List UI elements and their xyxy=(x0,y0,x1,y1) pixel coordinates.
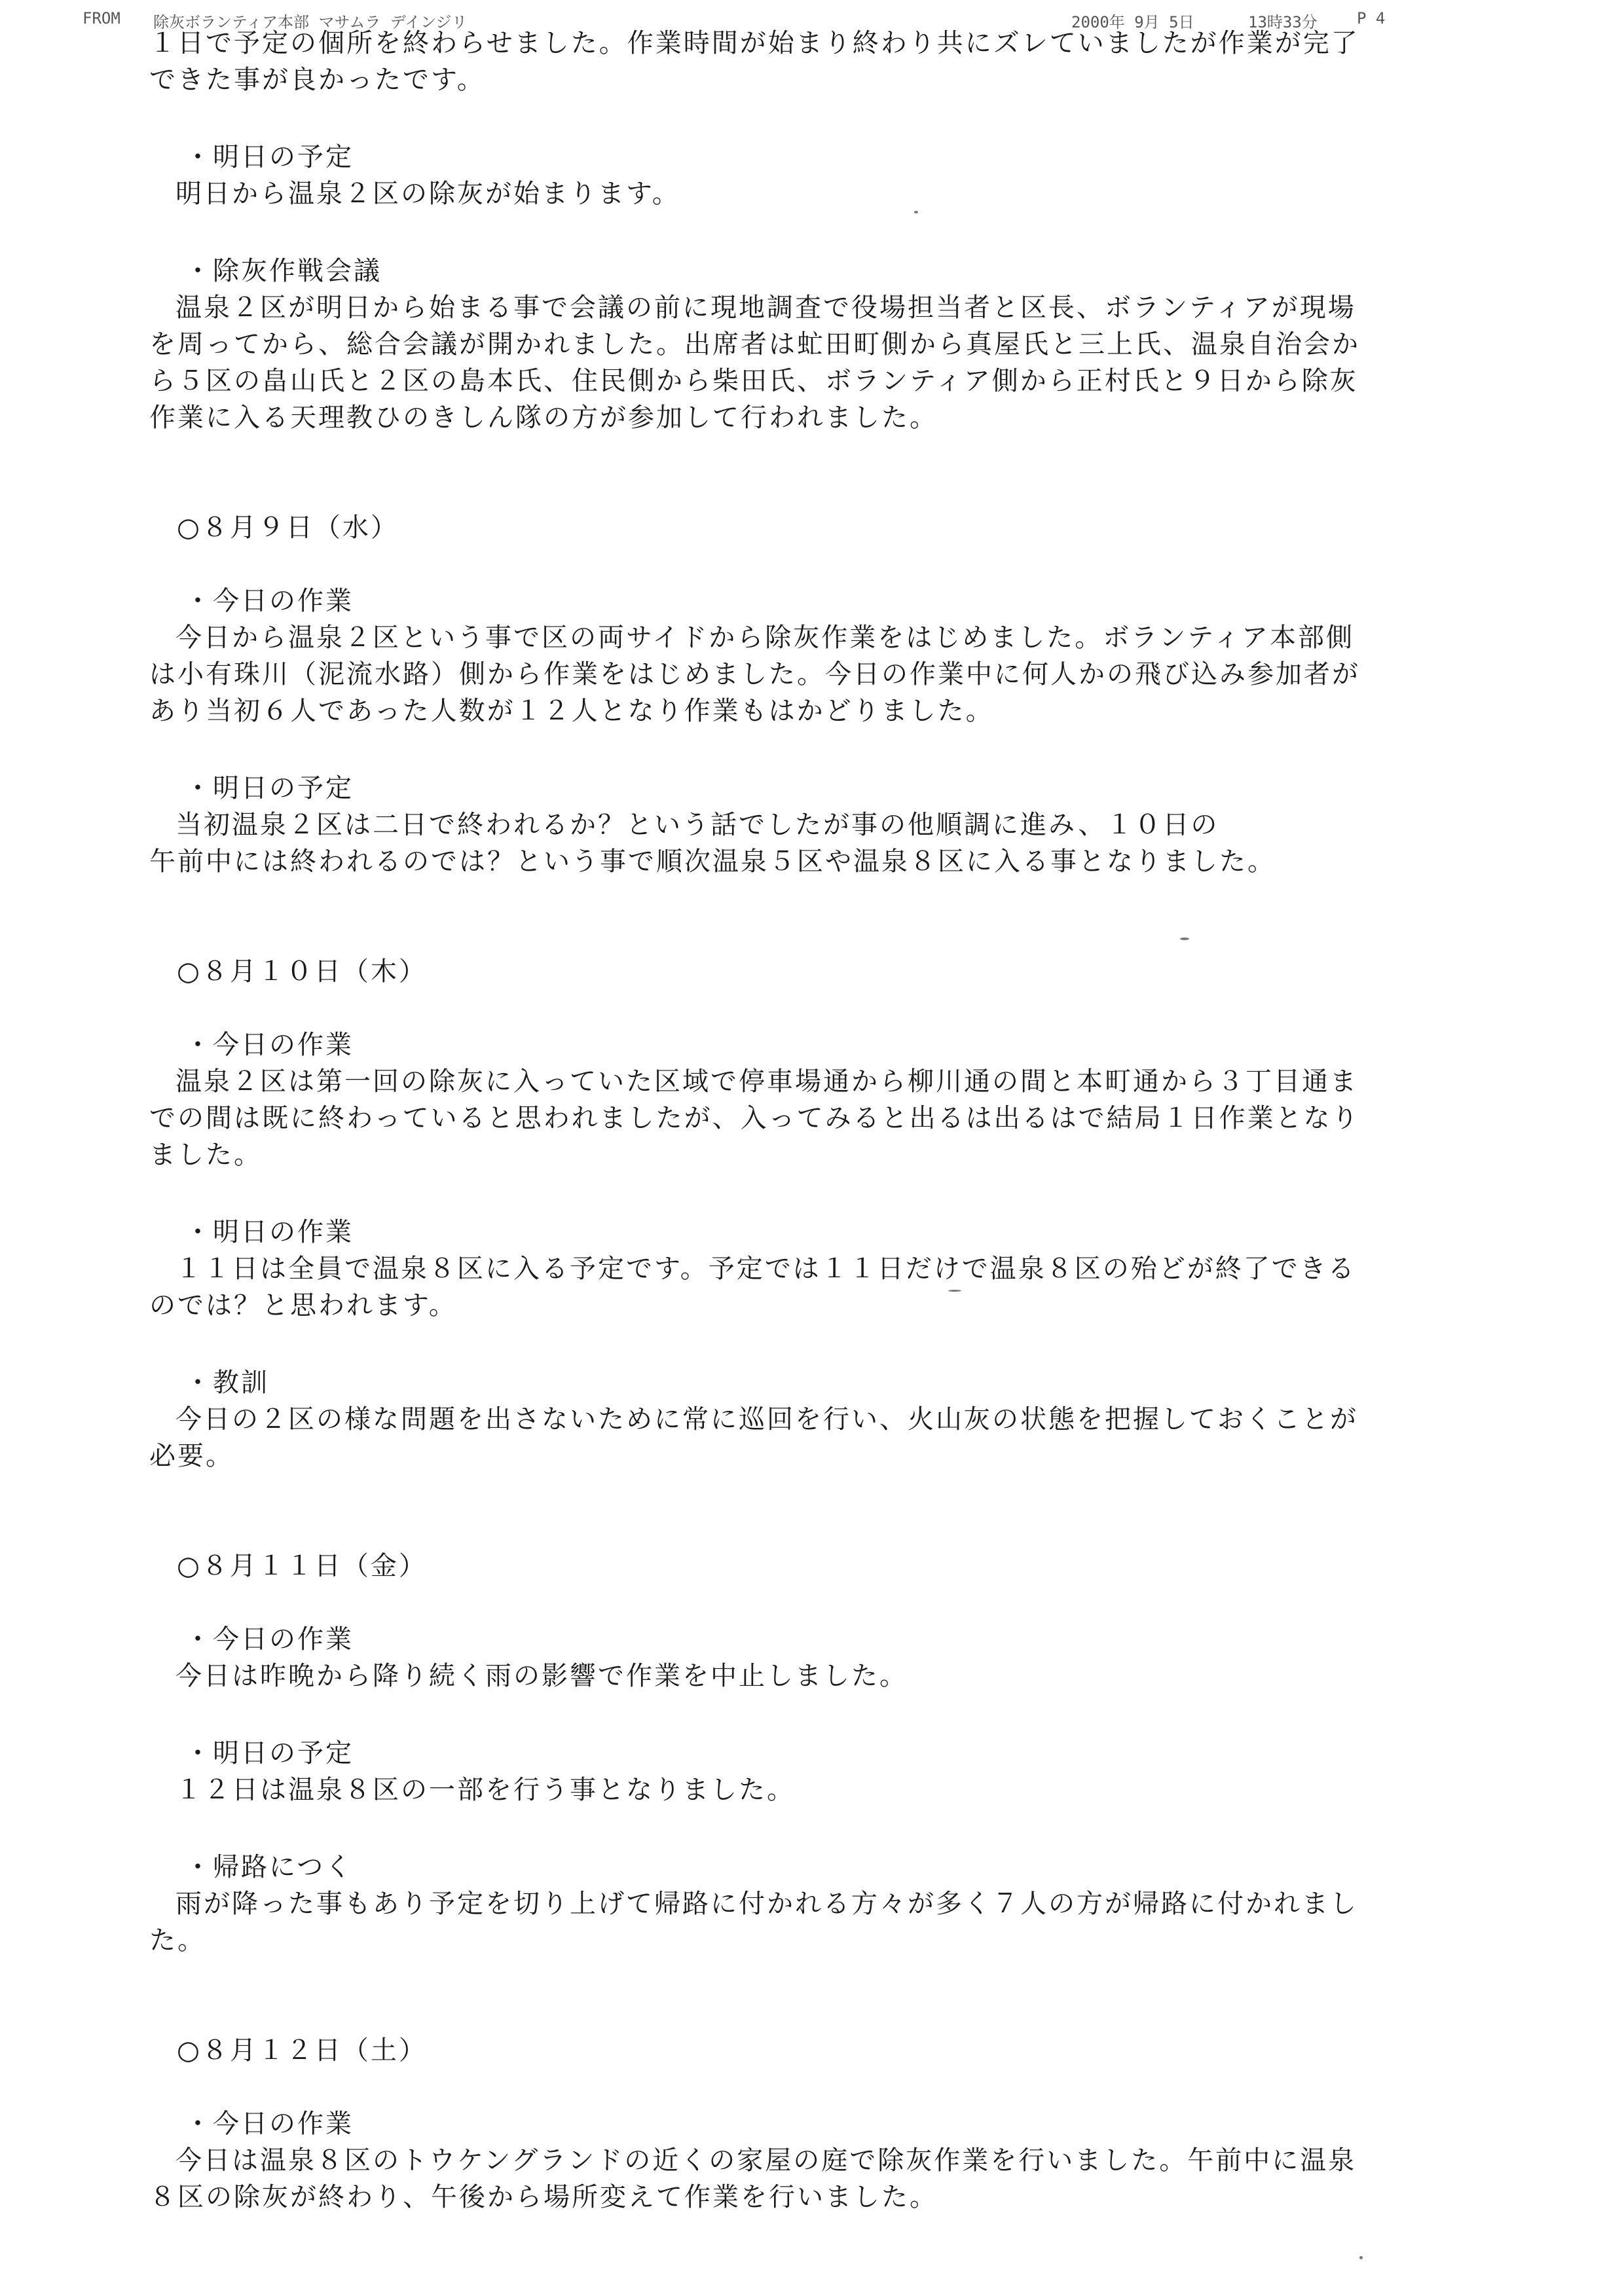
paragraph: 今日は昨晩から降り続く雨の影響で作業を中止しました。 xyxy=(175,1661,908,1691)
day-heading-0810: ○８月１０日（木） xyxy=(177,957,427,987)
day-heading-0809: ○８月９日（水） xyxy=(177,513,399,543)
scan-speck xyxy=(1359,2256,1363,2259)
subheading-tomorrow-work: ・明日の作業 xyxy=(185,1217,354,1247)
subheading-today-work: ・今日の作業 xyxy=(185,586,354,616)
paragraph: １１日は全員で温泉８区に入る予定です。予定では１１日だけで温泉８区の殆どが終了できるのでは？と思われます。 xyxy=(149,1254,1356,1321)
subheading-tomorrow-plan: ・明日の予定 xyxy=(185,1738,354,1768)
paragraph: 温泉２区が明日から始まる事で会議の前に現地調査で役場担当者と区長、ボランティアが現場を周ってから、総合会議が開かれました。出席者は虻田町側から真屋氏と三上氏、温泉自治会から５区の畠山氏と２区の島本氏、住民側から柴田氏、ボランティア側から正村氏と９日から除灰作業に入る天理教ひのきしん隊の方が参加して行われました。 xyxy=(149,293,1360,433)
fax-sender: 除灰ボランティア本部 マサムラ デインジリ xyxy=(153,13,468,31)
subheading-today-work: ・今日の作業 xyxy=(185,2109,354,2139)
subheading-today-work: ・今日の作業 xyxy=(185,1624,354,1654)
paragraph: １２日は温泉８区の一部を行う事となりました。 xyxy=(175,1775,795,1805)
subheading-today-work: ・今日の作業 xyxy=(185,1030,354,1060)
scan-speck xyxy=(1180,938,1189,940)
subheading-lesson: ・教訓 xyxy=(185,1368,269,1398)
fax-from-label: FROM xyxy=(83,9,120,27)
paragraph: 今日の２区の様な問題を出さないために常に巡回を行い、火山灰の状態を把握しておくことが必要。 xyxy=(149,1404,1358,1471)
paragraph: 明日から温泉２区の除灰が始まります。 xyxy=(175,179,680,209)
paragraph: 雨が降った事もあり予定を切り上げて帰路に付かれる方々が多く７人の方が帰路に付かれました。 xyxy=(149,1889,1358,1956)
report-body xyxy=(149,25,1367,2215)
intro-paragraph: １日で予定の個所を終わらせました。作業時間が始まり終わり共にズレていましたが作業が完了できた事が良かったです。 xyxy=(149,28,1359,95)
scan-speck xyxy=(914,211,918,213)
fax-time: 13時33分 xyxy=(1248,13,1318,31)
paragraph: 今日から温泉２区という事で区の両サイドから除灰作業をはじめました。ボランティア本部側は小有珠川（泥流水路）側から作業をはじめました。今日の作業中に何人かの飛び込み参加者があり当初６人であった人数が１２人となり作業もはかどりました。 xyxy=(149,623,1360,726)
scan-speck xyxy=(948,1290,961,1292)
paragraph: 当初温泉２区は二日で終われるか？という話でしたが事の他順調に進み、１０日の xyxy=(175,810,1219,840)
fax-page-number: P 4 xyxy=(1357,9,1386,27)
fax-date: 2000年 9月 5日 xyxy=(1071,13,1194,31)
subheading-tomorrow-plan: ・明日の予定 xyxy=(185,773,354,803)
day-heading-0811: ○８月１１日（金） xyxy=(177,1551,427,1581)
subheading-strategy-meeting: ・除灰作戦会議 xyxy=(185,256,382,286)
paragraph: 今日は温泉８区のトウケングランドの近くの家屋の庭で除灰作業を行いました。午前中に温泉８区の除灰が終わり、午後から場所変えて作業を行いました。 xyxy=(149,2145,1357,2212)
day-heading-0812: ○８月１２日（土） xyxy=(177,2035,427,2066)
paragraph: 午前中には終われるのでは？という事で順次温泉５区や温泉８区に入る事となりました。 xyxy=(149,847,1276,877)
paragraph: 温泉２区は第一回の除灰に入っていた区域で停車場通から柳川通の間と本町通から３丁目通までの間は既に終わっていると思われましたが、入ってみると出るは出るはで結局１日作業となりました。 xyxy=(149,1066,1360,1170)
subheading-tomorrow-plan: ・明日の予定 xyxy=(185,142,354,172)
subheading-return-home: ・帰路につく xyxy=(185,1852,354,1882)
